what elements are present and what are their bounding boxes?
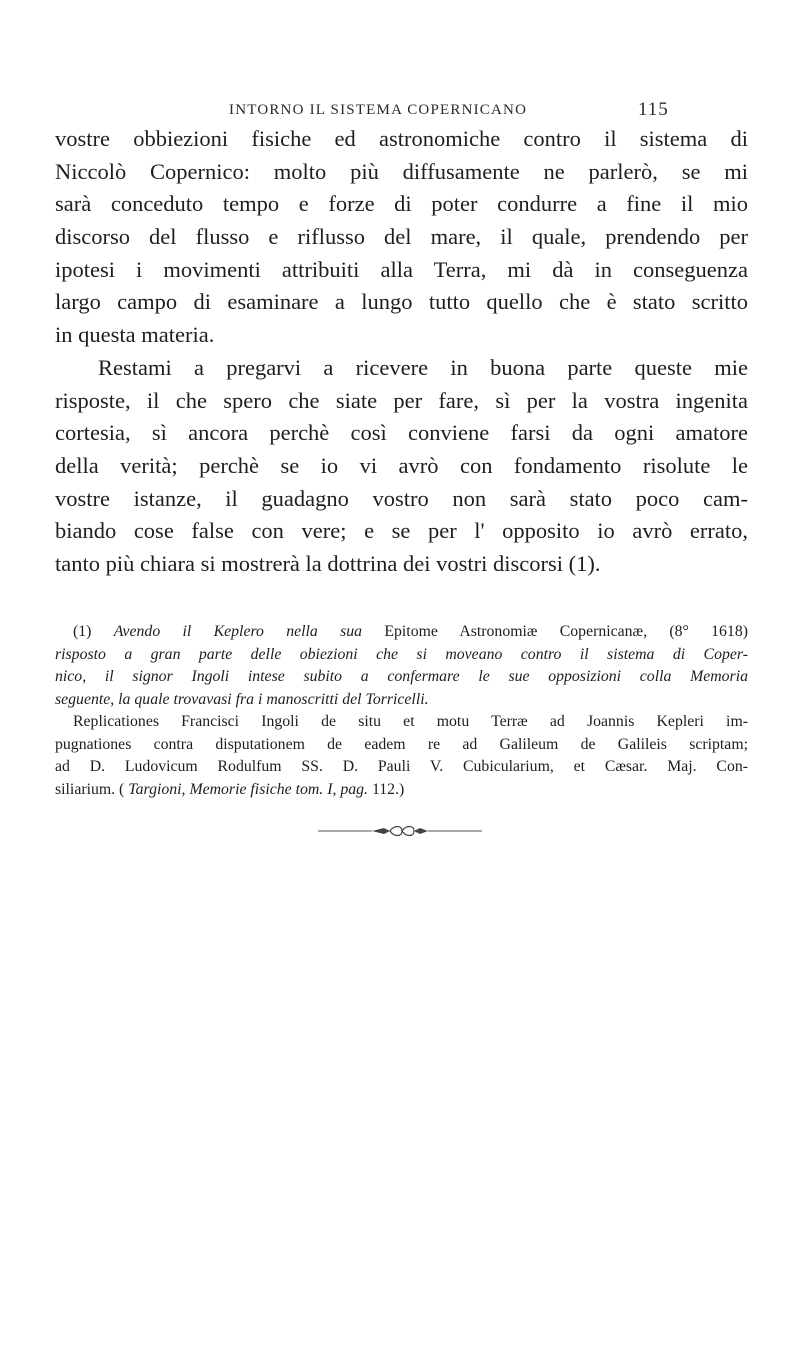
footnote-line: seguente, la quale trovavasi fra i manoscritti del Torricelli. [55,690,429,708]
citation-page: 112.) [371,780,405,798]
footnote-line: nico, il signor Ingoli intese subito a confermare le sue opposizioni colla Memoria [55,668,748,685]
body-line: vostre obbiezioni fisiche ed astronomiche contro il sistema di [55,126,748,151]
body-line: largo campo di esaminare a lungo tutto quello che è stato scritto [55,289,748,315]
end-ornament-icon [310,823,490,839]
footnote-line [55,621,748,644]
footnote-book-title: Epitome Astronomiæ Copernicanæ, (8° 1618) [384,623,748,640]
footnote-line: risposto a gran parte delle obiezioni che si moveano contro il sistema di Coper- [55,645,748,663]
body-line: vostre istanze, il guadagno vostro non sarà stato poco cam- [55,485,748,511]
footnote-line: pugnationes contra disputationem de eadem re ad Galileum de Galileis scriptam; [55,735,748,753]
body-line: Niccolò Copernico: molto più diffusamente ne parlerò, se mi [55,158,748,184]
paragraph-end-line: tanto più chiara si mostrerà la dottrina dei vostri discorsi (1). [55,550,601,576]
footnote-citation-line [55,779,748,802]
body-line: sarà conceduto tempo e forze di poter condurre a fine il mio [55,191,748,217]
page-number: 115 [638,99,669,120]
body-line: ipotesi i movimenti attribuiti alla Terra, mi dà in conseguenza [55,256,748,282]
footnote-italic-text: Avendo il Keplero nella sua [113,623,363,640]
citation-source: Targioni, Memorie fisiche tom. I, pag. [128,780,369,798]
paragraph-start-line: Restami a pregarvi a ricevere in buona parte queste mie [98,354,748,380]
body-line: discorso del flusso e riflusso del mare, il quale, prendendo per [55,224,748,250]
citation-open: siliarium. ( [55,780,125,798]
paragraph-end-line: in questa materia. [55,322,215,348]
footnote [55,621,748,801]
body-text [55,123,748,581]
body-line: cortesia, sì ancora perchè così conviene farsi da ogni amatore [55,420,748,446]
footnote-line: ad D. Ludovicum Rodulfum SS. D. Pauli V. Cubicularium, et Cæsar. Maj. Con- [55,758,748,775]
body-line: risposte, il che spero che siate per fare, sì per la vostra ingenita [55,387,748,413]
footnote-line: Replicationes Francisci Ingoli de situ et motu Terræ ad Joannis Kepleri im- [73,713,748,730]
footnote-marker: (1) [73,623,92,640]
running-head: INTORNO IL SISTEMA COPERNICANO [229,102,528,118]
body-line: della verità; perchè se io vi avrò con fondamento risolute le [55,452,748,478]
body-line: biando cose false con vere; e se per l' opposito io avrò errato, [55,518,748,544]
